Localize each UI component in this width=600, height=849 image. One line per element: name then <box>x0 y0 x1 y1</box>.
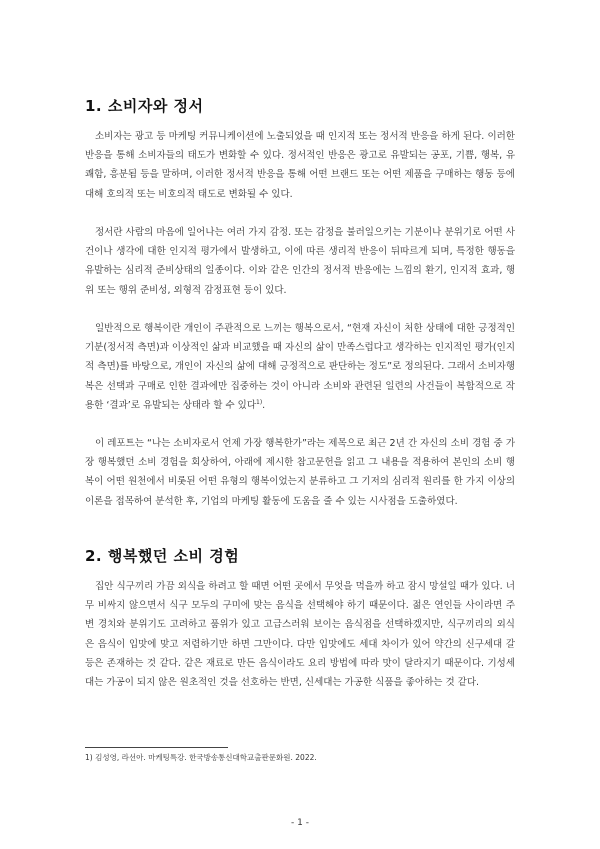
section-2-paragraph-1: 집안 식구끼리 가끔 외식을 하려고 할 때면 어떤 곳에서 무엇을 먹을까 하고 잠시 망설일 때가 있다. 너무 비싸지 않으면서 식구 모두의 구미에 맞는 음식을 선택해야 하기 때문이다. 젊은 연인들 사이라면 주변 경치와 분위기도 고려하고 품위가 있고 고급스러워 보이는 음식점을 선택하겠지만, 식구끼리의 외식은 음식이 입맛에 맞고 저렴하기만 하면 그만이다. 다만 입맛에도 세대 차이가 있어 약간의 신구세대 갈등은 존재하는 것 같다. 같은 재료로 만든 음식이라도 요리 방법에 따라 맛이 달라지기 때문이다. 기성세대는 가공이 되지 않은 원초적인 것을 선호하는 반면, 신세대는 가공한 식품을 좋아하는 것 같다. <box>85 581 515 689</box>
section-1-paragraph-1: 소비자는 광고 등 마케팅 커뮤니케이션에 노출되었을 때 인지적 또는 정서적 반응을 하게 된다. 이러한 반응을 통해 소비자들의 태도가 변화할 수 있다. 정서적인 반응은 광고로 유발되는 공포, 기쁨, 행복, 유쾌함, 흥분됨 등을 말하며, 이러한 정서적 반응을 통해 어떤 브랜드 또는 어떤 제품을 구매하는 행동 등에 대해 호의적 또는 비호의적 태도로 변화될 수 있다. <box>85 131 515 200</box>
section-2-heading: 2. 행복했던 소비 경험 <box>85 547 240 565</box>
footnote: 1) 김성영, 라선아. 마케팅특강. 한국방송통신대학교출판문화원. 2022. <box>85 753 317 762</box>
section-1-paragraph-3-text: 일반적으로 행복이란 개인이 주관적으로 느끼는 행복으로서, “현재 자신이 처한 상태에 대한 긍정적인 기분(정서적 측면)과 이상적인 삶과 비교했을 때 자신의 삶이 만족스럽다고 생각하는 인지적인 평가(인지적 측면)를 바탕으로, 개인이 자신의 삶에 대해 긍정적으로 판단하는 정도”로 정의된다. 그래서 소비자행복은 선택과 구매로 인한 결과에만 집중하는 것이 아니라 소비와 관련된 일련의 사건들이 복합적으로 작용한 ‘결과’로 유발되는 상태라 할 수 있다 <box>85 323 515 411</box>
footnote-divider <box>85 747 228 748</box>
section-1-heading: 1. 소비자와 정서 <box>85 97 204 115</box>
page-number: - 1 - <box>291 818 309 828</box>
section-1-paragraph-4: 이 레포트는 “나는 소비자로서 언제 가장 행복한가”라는 제목으로 최근 2년 간 자신의 소비 경험 중 가장 행복했던 소비 경험을 회상하여, 아래에 제시한 참고문헌을 읽고 그 내용을 적용하여 본인의 소비 행복이 어떤 원천에서 비롯된 어떤 유형의 행복이었는지 분류하고 그 기저의 심리적 원리를 한 가지 이상의 이론을 접목하여 분석한 후, 기업의 마케팅 활동에 도움을 줄 수 있는 시사점을 도출하였다. <box>85 438 515 507</box>
footnote-reference: 1) <box>256 398 263 406</box>
footnote-reference-tail: . <box>262 399 266 411</box>
section-1-paragraph-3 <box>85 319 515 415</box>
section-1-paragraph-2: 정서란 사람의 마음에 일어나는 여러 가지 감정. 또는 감정을 불러일으키는 기분이나 분위기로 어떤 사건이나 생각에 대한 인지적 평가에서 발생하고, 이에 따른 생리적 반응이 뒤따르게 되며, 특정한 행동을 유발하는 심리적 준비상태의 일종이다. 이와 같은 인간의 정서적 반응에는 느낌의 환기, 인지적 효과, 행위 또는 행위 준비성, 외형적 감정표현 등이 있다. <box>85 227 515 296</box>
